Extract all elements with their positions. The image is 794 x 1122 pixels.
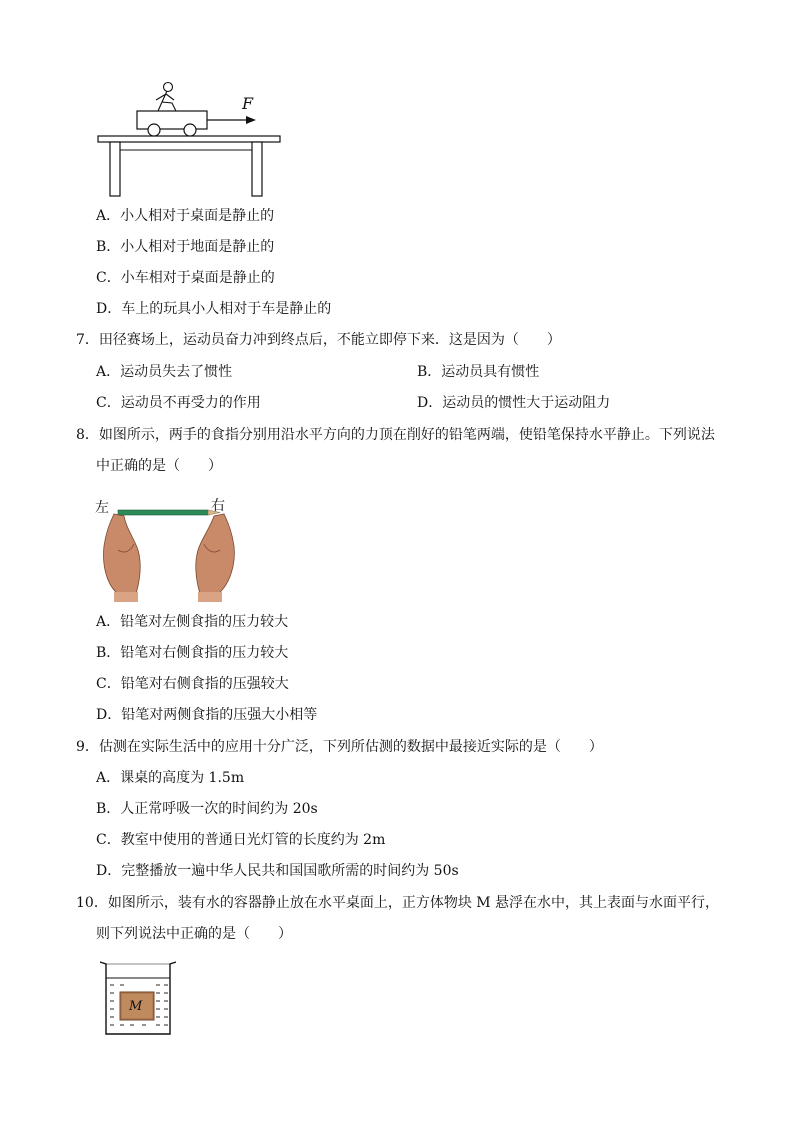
q6-option-d: D．车上的玩具小人相对于车是静止的 bbox=[96, 301, 332, 317]
q8-option-c: C．铅笔对右侧食指的压强较大 bbox=[96, 676, 289, 692]
q9-option-c: C．教室中使用的普通日光灯管的长度约为 2m bbox=[96, 832, 386, 848]
q9-stem: 9．估测在实际生活中的应用十分广泛，下列所估测的数据中最接近实际的是（ ） bbox=[76, 739, 603, 755]
q8-option-d: D．铅笔对两侧食指的压强大小相等 bbox=[96, 707, 318, 723]
cart-on-table-figure bbox=[96, 78, 296, 200]
figure-left-label: 左 bbox=[95, 500, 109, 516]
q9-option-b: B．人正常呼吸一次的时间约为 20s bbox=[96, 801, 318, 817]
q6-option-b: B．小人相对于地面是静止的 bbox=[96, 239, 275, 255]
figure-right-label: 右 bbox=[211, 498, 225, 514]
beaker-with-cube-figure bbox=[98, 958, 178, 1038]
q7-option-b: B．运动员具有惯性 bbox=[417, 364, 540, 380]
q8-option-b: B．铅笔对右侧食指的压力较大 bbox=[96, 645, 289, 661]
q6-option-c: C．小车相对于桌面是静止的 bbox=[96, 270, 275, 286]
q10-stem-line2: 则下列说法中正确的是（ ） bbox=[96, 926, 292, 942]
q10-stem-line1: 10．如图所示，装有水的容器静止放在水平桌面上，正方体物块 M 悬浮在水中，其上表面与水面平行， bbox=[76, 895, 720, 911]
q9-option-a: A．课桌的高度为 1.5m bbox=[96, 770, 245, 786]
q7-option-c: C．运动员不再受力的作用 bbox=[96, 395, 261, 411]
q8-stem-line1: 8．如图所示，两手的食指分别用沿水平方向的力顶在削好的铅笔两端，使铅笔保持水平静止。下列说法 bbox=[76, 427, 715, 443]
cube-label: M bbox=[129, 999, 143, 1014]
q8-option-a: A．铅笔对左侧食指的压力较大 bbox=[96, 614, 289, 630]
q7-option-a: A．运动员失去了惯性 bbox=[96, 364, 233, 380]
q7-option-d: D．运动员的惯性大于运动阻力 bbox=[417, 395, 611, 411]
q7-stem: 7．田径赛场上，运动员奋力冲到终点后，不能立即停下来．这是因为（ ） bbox=[76, 332, 561, 348]
q6-option-a: A．小人相对于桌面是静止的 bbox=[96, 208, 275, 224]
q9-option-d: D．完整播放一遍中华人民共和国国歌所需的时间约为 50s bbox=[96, 863, 459, 879]
q8-stem-line2: 中正确的是（ ） bbox=[96, 458, 222, 474]
force-label: F bbox=[242, 94, 254, 113]
